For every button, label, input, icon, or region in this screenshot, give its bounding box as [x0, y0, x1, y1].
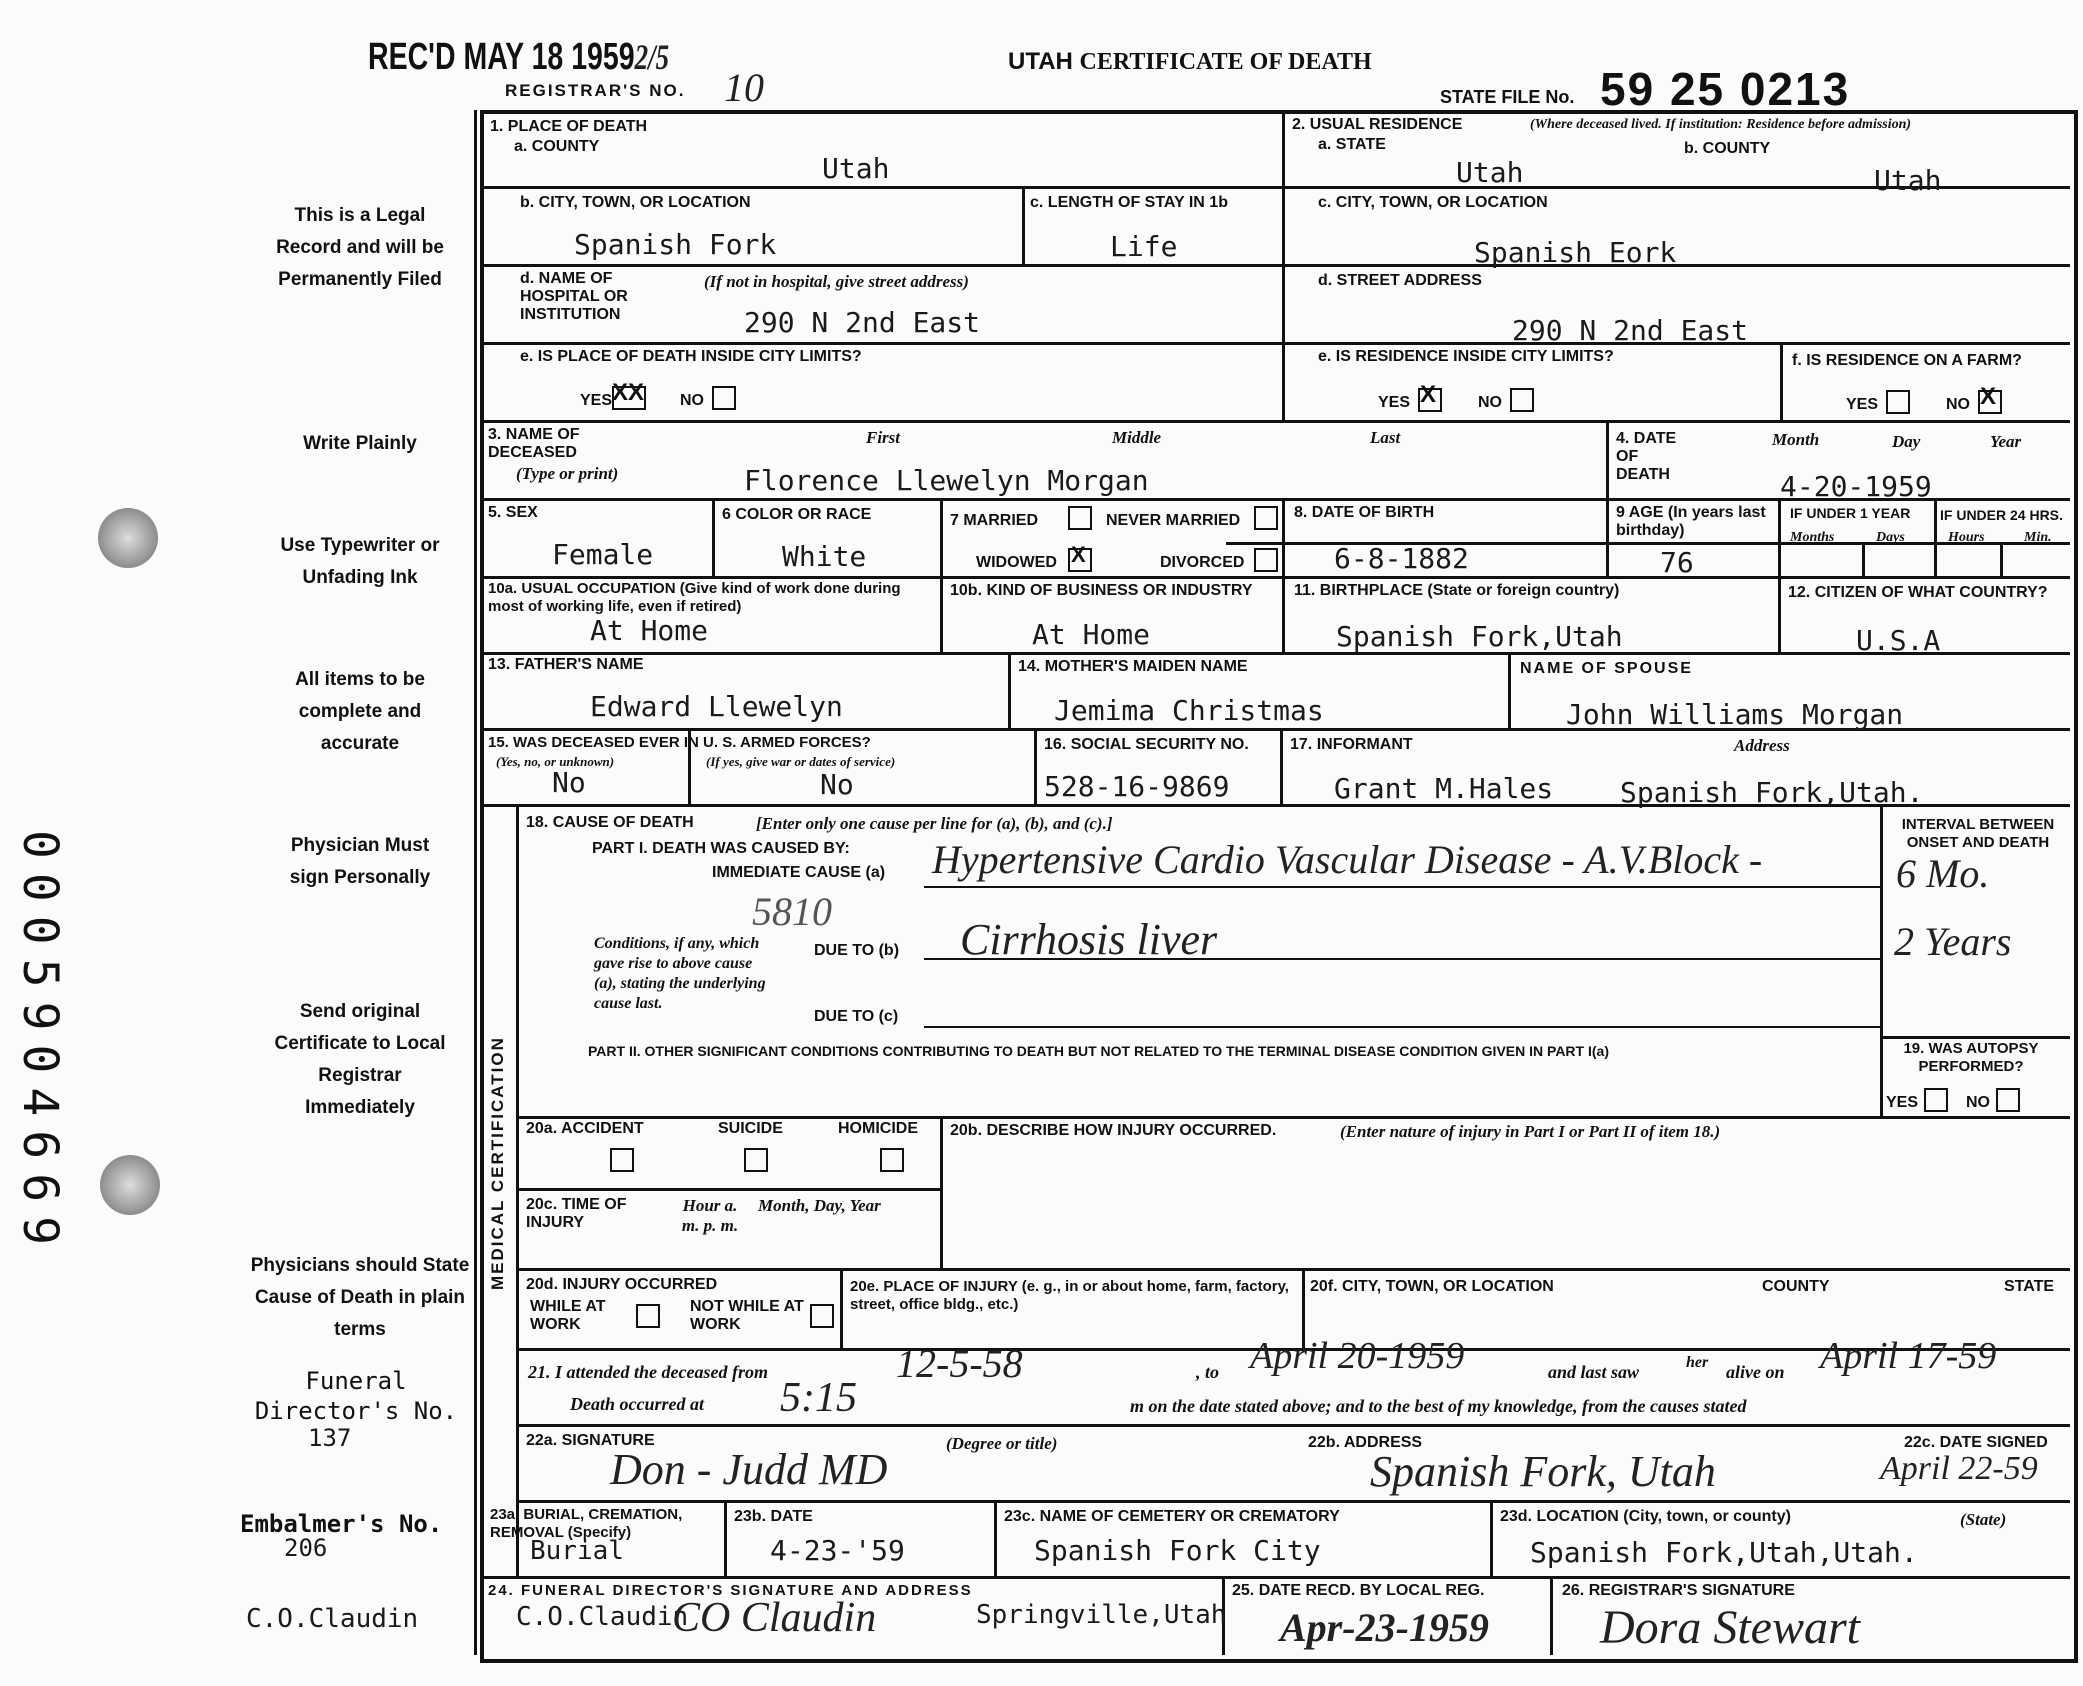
label-signature: 22a. SIGNATURE	[526, 1432, 655, 1449]
label-hospital: d. NAME OF HOSPITAL OR INSTITUTION	[520, 270, 628, 323]
value-county: Utah	[822, 152, 890, 185]
checkbox-mark: X	[1071, 542, 1086, 567]
label-married: 7 MARRIED	[950, 512, 1039, 529]
label-birthplace: 11. BIRTHPLACE (State or foreign country)	[1294, 582, 1620, 599]
value-death-time: 5:15	[780, 1375, 857, 1421]
label-no: NO	[1966, 1094, 1990, 1111]
label-hour-am-pm: Hour a. m. p. m.	[681, 1196, 739, 1235]
value-cemetery: Spanish Fork City	[1034, 1534, 1321, 1567]
label-days: Days	[1876, 530, 1905, 545]
label-interval: INTERVAL BETWEEN ONSET AND DEATH	[1901, 816, 2055, 851]
label-months: Months	[1790, 530, 1835, 545]
registrar-no-label: REGISTRAR'S NO.	[505, 81, 686, 100]
label-injury-city: 20f. CITY, TOWN, OR LOCATION	[1310, 1278, 1554, 1295]
label-death-occurred: Death occurred at	[570, 1394, 704, 1414]
sidebar-typewriter: Use Typewriter or Unfading Ink	[280, 535, 440, 588]
label-first: First	[866, 428, 901, 447]
value-date-signed: April 22-59	[1880, 1450, 2038, 1487]
checkbox-mark: X	[1420, 381, 1437, 408]
sidebar-write-plainly: Write Plainly	[303, 433, 417, 454]
label-dob: 8. DATE OF BIRTH	[1294, 504, 1435, 521]
value-registrar-signature: Dora Stewart	[1600, 1601, 1861, 1654]
label-describe: 20b. DESCRIBE HOW INJURY OCCURRED.	[950, 1122, 1277, 1139]
value-father: Edward Llewelyn	[590, 690, 843, 723]
label-type-print: (Type or print)	[516, 464, 619, 483]
value-interval-b: 2 Years	[1894, 919, 2012, 964]
label-res-city: c. CITY, TOWN, OR LOCATION	[1318, 194, 1548, 211]
value-funeral-signature: CO Claudin	[672, 1595, 877, 1641]
label-stay: c. LENGTH OF STAY IN 1b	[1030, 194, 1228, 211]
label-due-c: DUE TO (c)	[814, 1008, 899, 1025]
value-date-of-death: 4-20-1959	[1780, 470, 1932, 503]
label-conditions: Conditions, if any, which gave rise to above cause (a), stating the underlying cause last.	[594, 935, 766, 1012]
label-location: 23d. LOCATION (City, town, or county)	[1500, 1508, 1791, 1525]
value-spouse: John Williams Morgan	[1566, 698, 1904, 731]
label-alive-on: alive on	[1726, 1362, 1785, 1382]
label-degree: (Degree or title)	[946, 1434, 1058, 1453]
value-last-saw: April 17-59	[1820, 1335, 1997, 1377]
sidebar-embalmer-no: 206	[284, 1534, 328, 1562]
value-funeral-director: C.O.Claudin	[516, 1602, 689, 1632]
label-ssn: 16. SOCIAL SECURITY NO.	[1044, 736, 1249, 753]
checkbox-accident[interactable]	[610, 1148, 634, 1172]
label-cause-note: [Enter only one cause per line for (a), (b), and (c).]	[756, 814, 1113, 833]
label-date-signed: 22c. DATE SIGNED	[1904, 1434, 2048, 1451]
value-occupation: At Home	[590, 614, 709, 647]
label-injury-county: COUNTY	[1762, 1278, 1830, 1295]
sidebar-embalmer-label: Embalmer's No.	[240, 1510, 443, 1538]
label-yes: YES	[1846, 396, 1879, 413]
label-not-while-work: NOT WHILE AT WORK	[690, 1298, 804, 1333]
label-month-day-year: Month, Day, Year	[758, 1196, 881, 1215]
label-injury-occurred: 20d. INJURY OCCURRED	[526, 1276, 718, 1293]
value-cause-b: Cirrhosis liver	[960, 915, 1218, 964]
value-mother: Jemima Christmas	[1054, 694, 1324, 727]
value-age: 76	[1660, 546, 1694, 579]
label-no: NO	[1946, 396, 1970, 413]
value-citizen: U.S.A	[1856, 624, 1941, 657]
label-state-paren: (State)	[1960, 1510, 2007, 1529]
label-city: b. CITY, TOWN, OR LOCATION	[520, 194, 751, 211]
value-funeral-address: Springville,Utah	[976, 1600, 1227, 1630]
label-state: a. STATE	[1318, 136, 1386, 153]
label-no: NO	[680, 392, 704, 409]
label-hospital-note: (If not in hospital, give street address)	[704, 272, 969, 291]
received-stamp: REC'D MAY 18 19592/5	[368, 36, 670, 78]
label-father: 13. FATHER'S NAME	[488, 656, 644, 673]
value-informant: Grant M.Hales	[1334, 772, 1554, 805]
label-date-recd: 25. DATE RECD. BY LOCAL REG.	[1232, 1582, 1485, 1599]
checkbox-while-work[interactable]	[636, 1304, 660, 1328]
label-her: her	[1686, 1354, 1709, 1371]
state-file-label: STATE FILE No.	[1440, 87, 1575, 107]
label-last-saw: and last saw	[1548, 1362, 1640, 1382]
sidebar-physician-sign: Physician Must sign Personally	[289, 835, 431, 888]
label-part2: PART II. OTHER SIGNIFICANT CONDITIONS CONTRIBUTING TO DEATH BUT NOT RELATED TO THE TERMINAL DISEASE CONDITION GIVEN IN PART I(a)	[588, 1043, 1609, 1059]
value-business: At Home	[1032, 618, 1151, 651]
value-stay: Life	[1110, 230, 1178, 263]
value-informant-address: Spanish Fork,Utah.	[1620, 776, 1924, 809]
value-code: 5810	[752, 889, 832, 934]
label-to: , to	[1196, 1362, 1220, 1382]
value-hospital: 290 N 2nd East	[744, 306, 981, 339]
checkbox-mark: X	[1980, 383, 1997, 410]
checkbox-farm-yes[interactable]	[1886, 390, 1910, 414]
punch-hole	[98, 508, 158, 568]
label-widowed: WIDOWED	[976, 554, 1057, 571]
label-citizen: 12. CITIZEN OF WHAT COUNTRY?	[1788, 584, 2048, 601]
checkbox-homicide[interactable]	[880, 1148, 904, 1172]
label-autopsy: 19. WAS AUTOPSY PERFORMED?	[1903, 1040, 2039, 1075]
label-res-county: b. COUNTY	[1684, 140, 1771, 157]
label-due-b: DUE TO (b)	[814, 942, 900, 959]
checkbox-suicide[interactable]	[744, 1148, 768, 1172]
state-file-no: 59 25 0213	[1600, 63, 1851, 115]
label-month: Month	[1772, 430, 1820, 449]
label-mother: 14. MOTHER'S MAIDEN NAME	[1018, 658, 1248, 675]
value-name: Florence Llewelyn Morgan	[744, 464, 1149, 497]
value-burial-date: 4-23-'59	[770, 1534, 905, 1567]
label-name-deceased: 3. NAME OF DECEASED	[488, 426, 580, 461]
value-armed: No	[552, 766, 586, 799]
value-physician-address: Spanish Fork, Utah	[1370, 1447, 1716, 1496]
punch-hole	[100, 1155, 160, 1215]
label-last: Last	[1370, 428, 1401, 447]
sidebar-funeral-no-label: Funeral Director's No.	[254, 1367, 458, 1425]
label-part1: PART I. DEATH WAS CAUSED BY:	[592, 840, 850, 857]
label-occupation: 10a. USUAL OCCUPATION (Give kind of work done during most of working life, even if retired)	[488, 580, 901, 615]
label-injury-state: STATE	[2004, 1278, 2055, 1295]
label-funeral-signature: 24. FUNERAL DIRECTOR'S SIGNATURE AND ADDRESS	[488, 1582, 973, 1599]
value-attended-to: April 20-1959	[1250, 1335, 1465, 1377]
value-dob: 6-8-1882	[1334, 542, 1469, 575]
label-informant-address: Address	[1734, 736, 1790, 755]
label-county: a. COUNTY	[514, 138, 600, 155]
label-spouse: NAME OF SPOUSE	[1520, 660, 1693, 677]
value-res-county: Utah	[1874, 164, 1942, 197]
sidebar-embalmer-name: C.O.Claudin	[246, 1604, 419, 1634]
label-under-1yr: IF UNDER 1 YEAR	[1790, 505, 1911, 521]
checkbox-inside-city-no[interactable]	[712, 386, 736, 410]
value-sex: Female	[552, 538, 654, 571]
sidebar-complete: All items to be complete and accurate	[295, 669, 425, 754]
label-homicide: HOMICIDE	[838, 1120, 918, 1137]
label-describe-note: (Enter nature of injury in Part I or Part II of item 18.)	[1340, 1122, 1721, 1141]
label-age: 9 AGE (In years last birthday)	[1616, 504, 1766, 539]
label-immediate: IMMEDIATE CAUSE (a)	[712, 864, 886, 881]
label-race: 6 COLOR OR RACE	[722, 506, 872, 523]
label-under-24: IF UNDER 24 HRS.	[1940, 507, 2063, 523]
value-attended-from: 12-5-58	[896, 1341, 1023, 1386]
vertical-serial-number: 0005904669	[12, 830, 68, 1259]
label-cause: 18. CAUSE OF DEATH	[526, 814, 694, 831]
label-sig-address: 22b. ADDRESS	[1308, 1434, 1423, 1451]
label-informant: 17. INFORMANT	[1290, 736, 1413, 753]
checkbox-mark: XX	[612, 379, 645, 406]
label-street: d. STREET ADDRESS	[1318, 272, 1482, 289]
label-usual-residence: 2. USUAL RESIDENCE	[1292, 116, 1463, 133]
value-birthplace: Spanish Fork,Utah	[1336, 620, 1623, 653]
label-middle: Middle	[1112, 428, 1162, 447]
label-year: Year	[1990, 432, 2022, 451]
label-divorced: DIVORCED	[1160, 554, 1245, 571]
value-date-recd: Apr-23-1959	[1280, 1605, 1489, 1650]
label-farm: f. IS RESIDENCE ON A FARM?	[1792, 352, 2022, 369]
value-cemetery-location: Spanish Fork,Utah,Utah.	[1530, 1536, 1918, 1569]
value-street: 290 N 2nd East	[1512, 314, 1749, 347]
label-place-injury: 20e. PLACE OF INJURY (e. g., in or about home, farm, factory, street, office bldg., etc.)	[850, 1278, 1289, 1313]
label-armed-note2: (If yes, give war or dates of service)	[706, 754, 896, 769]
label-cemetery: 23c. NAME OF CEMETERY OR CREMATORY	[1004, 1508, 1340, 1525]
value-ssn: 528-16-9869	[1044, 770, 1230, 803]
label-yes: YES	[1886, 1094, 1919, 1111]
label-registrar-signature: 26. REGISTRAR'S SIGNATURE	[1562, 1582, 1795, 1599]
checkbox-autopsy-no[interactable]	[1996, 1088, 2020, 1112]
label-business: 10b. KIND OF BUSINESS OR INDUSTRY	[950, 582, 1253, 599]
value-race: White	[782, 540, 867, 573]
label-while-work: WHILE AT WORK	[530, 1298, 606, 1333]
label-never-married: NEVER MARRIED	[1106, 512, 1241, 529]
label-residence-note: (Where deceased lived. If institution: Residence before admission)	[1530, 117, 1912, 132]
sidebar-send-original: Send original Certificate to Local Registrar Immediately	[274, 1001, 446, 1118]
sidebar-physicians-state: Physicians should State Cause of Death in plain terms	[250, 1255, 470, 1340]
registrar-no: 10	[724, 65, 764, 110]
label-burial: 23a. BURIAL, CREMATION, REMOVAL (Specify)	[490, 1506, 683, 1541]
value-cause-a: Hypertensive Cardio Vascular Disease - A.V.Block -	[932, 837, 1763, 882]
value-war: No	[820, 768, 854, 801]
label-attended: 21. I attended the deceased from	[528, 1362, 768, 1382]
sidebar-legal-record: This is a Legal Record and will be Permanently Filed	[276, 205, 444, 290]
value-res-state: Utah	[1456, 156, 1524, 189]
value-physician-signature: Don - Judd MD	[610, 1445, 888, 1494]
checkbox-divorced[interactable]	[1254, 548, 1278, 572]
checkbox-married[interactable]	[1068, 506, 1092, 530]
label-accident: 20a. ACCIDENT	[526, 1120, 644, 1137]
label-date-stated: m on the date stated above; and to the best of my knowledge, from the causes stated	[1130, 1396, 1747, 1416]
label-yes: YES	[1378, 394, 1411, 411]
value-res-city: Spanish Eork	[1474, 236, 1677, 269]
label-armed-note1: (Yes, no, or unknown)	[496, 754, 615, 769]
checkbox-res-inside-no[interactable]	[1510, 388, 1534, 412]
label-min: Min.	[2024, 530, 2052, 545]
checkbox-not-while-work[interactable]	[810, 1304, 834, 1328]
sidebar-funeral-no: 137	[308, 1424, 352, 1452]
label-time-injury: 20c. TIME OF INJURY	[526, 1196, 627, 1231]
label-no: NO	[1478, 394, 1502, 411]
certificate-title: UTAH CERTIFICATE OF DEATH	[1008, 48, 1372, 75]
value-city: Spanish Fork	[574, 228, 777, 261]
label-sex: 5. SEX	[488, 504, 538, 521]
label-date-of-death: 4. DATE OF DEATH	[1616, 430, 1677, 483]
value-burial: Burial	[530, 1536, 624, 1566]
label-armed: 15. WAS DECEASED EVER IN U. S. ARMED FORCES?	[488, 734, 871, 751]
label-inside-city: e. IS PLACE OF DEATH INSIDE CITY LIMITS?	[520, 348, 862, 365]
checkbox-autopsy-yes[interactable]	[1924, 1088, 1948, 1112]
label-hours: Hours	[1948, 530, 1985, 545]
label-res-inside-city: e. IS RESIDENCE INSIDE CITY LIMITS?	[1318, 348, 1614, 365]
label-burial-date: 23b. DATE	[734, 1508, 813, 1525]
label-day: Day	[1892, 432, 1921, 451]
label-suicide: SUICIDE	[718, 1120, 783, 1137]
label-yes: YES	[580, 392, 613, 409]
checkbox-never-married[interactable]	[1254, 506, 1278, 530]
label-place-of-death: 1. PLACE OF DEATH	[490, 118, 648, 135]
value-interval-a: 6 Mo.	[1896, 851, 1990, 896]
